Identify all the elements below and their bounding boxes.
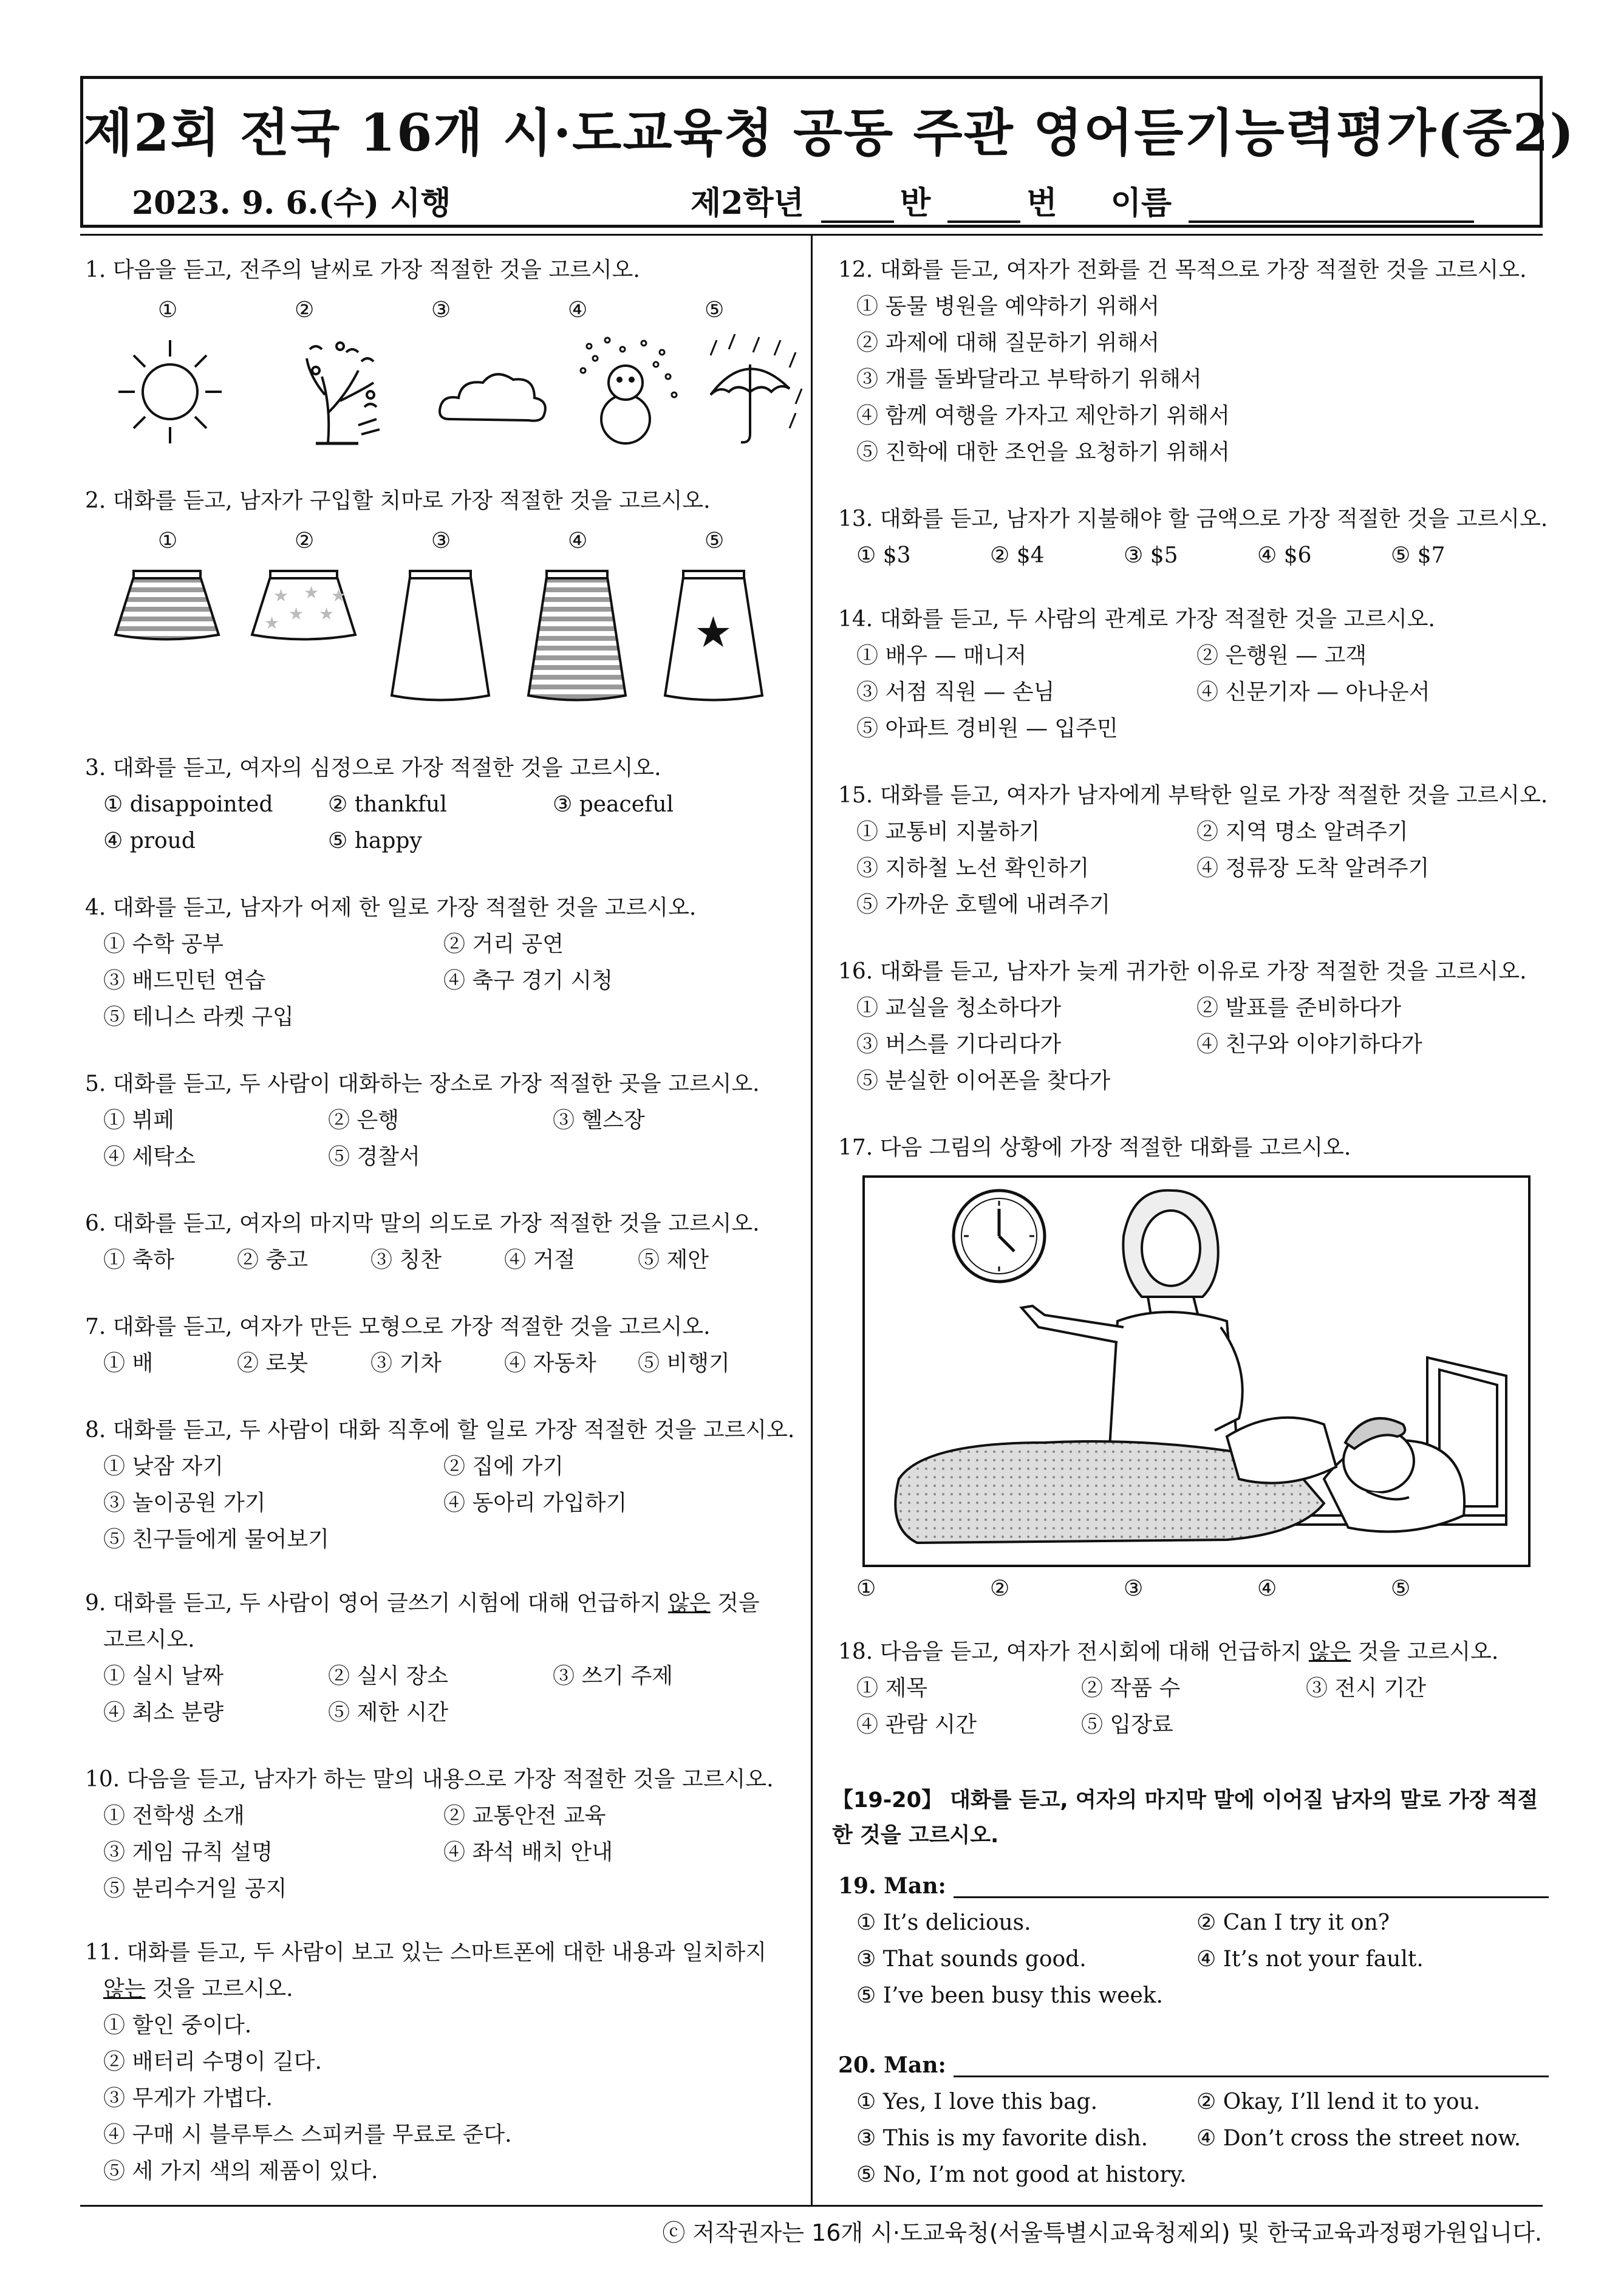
q11-text-underlined: 않는 (103, 1977, 146, 2001)
q6-option-3[interactable]: ③ 칭찬 (370, 1248, 442, 1273)
q14-option-1[interactable]: ① 배우 — 매니저 (856, 643, 1027, 668)
q9-option-4[interactable]: ④ 최소 분량 (103, 1700, 224, 1725)
q11-option-3[interactable]: ③ 무게가 가볍다. (103, 2086, 273, 2111)
bottom-rule (80, 2205, 1543, 2207)
skirt-pictures (109, 568, 808, 708)
question-17 (838, 1130, 1555, 1166)
question-20-label (838, 2047, 1555, 2084)
q6-option-5[interactable]: ⑤ 제안 (638, 1248, 709, 1273)
question-3 (85, 750, 802, 859)
pic-num-1[interactable]: ① (158, 298, 178, 323)
cloud-icon (440, 374, 545, 421)
q8-option-5[interactable]: ⑤ 친구들에게 물어보기 (103, 1527, 329, 1552)
q12-option-2[interactable]: ② 과제에 대해 질문하기 위해서 (856, 330, 1160, 355)
question-9 (85, 1585, 802, 1731)
q13-option-1[interactable]: ① $3 (856, 543, 911, 568)
q19-option-1[interactable]: ① It’s delicious. (856, 1910, 1031, 1935)
q15-option-1[interactable]: ① 교통비 지불하기 (856, 819, 1040, 844)
q6-option-2[interactable]: ② 충고 (237, 1248, 308, 1273)
umbrella-rain-icon (711, 334, 802, 442)
q9-text-underlined: 않은 (668, 1591, 711, 1616)
question-19 (838, 1868, 1555, 2014)
question-16 (838, 954, 1555, 1099)
question-11-text (85, 1971, 802, 2007)
question-3-text: 3. 대화를 듣고, 여자의 심정으로 가장 적절한 것을 고르시오. (85, 756, 661, 781)
q8-option-4[interactable]: ④ 동아리 가입하기 (443, 1491, 627, 1515)
q8-option-2[interactable]: ② 집에 가기 (443, 1454, 564, 1479)
number-blank[interactable] (947, 220, 1020, 223)
class-blank[interactable] (821, 220, 894, 223)
q9-text-b: 것을 (710, 1591, 760, 1616)
question-12-text: 12. 대화를 듣고, 여자가 전화를 건 목적으로 가장 적절한 것을 고르시오. (838, 258, 1527, 282)
q19-answer-line[interactable] (954, 1878, 1549, 1898)
q18-option-5[interactable]: ⑤ 입장료 (1081, 1712, 1173, 1737)
question-16-text: 16. 대화를 듣고, 남자가 늦게 귀가한 이유로 가장 적절한 것을 고르시오. (838, 959, 1527, 984)
q20-answer-line[interactable] (954, 2057, 1549, 2077)
q8-option-3[interactable]: ③ 놀이공원 가기 (103, 1491, 266, 1515)
q7-option-1[interactable]: ① 배 (103, 1351, 154, 1376)
pic-num-3[interactable]: ③ (431, 298, 451, 323)
q18-text-b: 것을 고르시오. (1351, 1639, 1499, 1664)
q6-option-4[interactable]: ④ 거절 (504, 1248, 575, 1273)
svg-text:★: ★ (288, 604, 304, 624)
q7-option-2[interactable]: ② 로봇 (237, 1351, 308, 1376)
question-5 (85, 1066, 802, 1175)
q5-option-4[interactable]: ④ 세탁소 (103, 1144, 196, 1169)
q18-option-2[interactable]: ② 작품 수 (1081, 1676, 1181, 1701)
question-7-text: 7. 대화를 듣고, 여자가 만든 모형으로 가장 적절한 것을 고르시오. (85, 1314, 711, 1339)
plain-long-skirt (392, 571, 489, 700)
q20-option-4[interactable]: ④ Don’t cross the street now. (1196, 2126, 1521, 2151)
striped-short-skirt (115, 571, 219, 640)
q15-option-4[interactable]: ④ 정류장 도착 알려주기 (1196, 856, 1430, 881)
q9-option-5[interactable]: ⑤ 제한 시간 (328, 1700, 448, 1725)
question-4-text: 4. 대화를 듣고, 남자가 어제 한 일로 가장 적절한 것을 고르시오. (85, 895, 697, 920)
q12-option-3[interactable]: ③ 개를 돌봐달라고 부탁하기 위해서 (856, 367, 1202, 392)
question-10 (85, 1761, 802, 1907)
question-20 (838, 2047, 1555, 2193)
question-17-options (838, 1576, 1555, 1607)
question-4 (85, 890, 802, 1036)
grade-label: 제2학년 (691, 185, 804, 222)
q9-option-2[interactable]: ② 실시 장소 (328, 1664, 448, 1689)
q15-option-5[interactable]: ⑤ 가까운 호텔에 내려주기 (856, 892, 1111, 917)
q13-option-2[interactable]: ② $4 (990, 543, 1045, 568)
q20-option-1[interactable]: ① Yes, I love this bag. (856, 2089, 1098, 2114)
question-11 (85, 1935, 802, 2190)
q19-20-instructions (832, 1783, 1549, 1853)
q11-text-a: 11. 대화를 듣고, 두 사람이 보고 있는 스마트폰에 대한 내용과 일치하지 (85, 1940, 767, 1965)
class-label: 반 (900, 185, 931, 222)
q4-option-5[interactable]: ⑤ 테니스 라켓 구입 (103, 1005, 294, 1030)
q18-option-1[interactable]: ① 제목 (856, 1676, 927, 1701)
q14-option-2[interactable]: ② 은행원 — 고객 (1196, 643, 1367, 668)
question-9-text (85, 1585, 802, 1622)
q5-option-3[interactable]: ③ 헬스장 (553, 1108, 645, 1133)
q5-option-1[interactable]: ① 뷔페 (103, 1108, 174, 1133)
pic-num-4[interactable]: ④ (568, 528, 588, 553)
q7-option-4[interactable]: ④ 자동차 (504, 1351, 596, 1376)
q13-option-5[interactable]: ⑤ $7 (1391, 543, 1445, 568)
q19-option-3[interactable]: ③ That sounds good. (856, 1947, 1087, 1972)
q16-option-2[interactable]: ② 발표를 준비하다가 (1196, 996, 1402, 1020)
question-15-text: 15. 대화를 듣고, 여자가 남자에게 부탁한 일로 가장 적절한 것을 고르시오. (838, 783, 1548, 808)
q7-option-3[interactable]: ③ 기차 (370, 1351, 442, 1376)
q14-option-3[interactable]: ③ 서점 직원 — 손님 (856, 680, 1055, 705)
svg-text:★: ★ (264, 613, 280, 633)
q11-option-2[interactable]: ② 배터리 수명이 길다. (103, 2049, 322, 2074)
q4-option-2[interactable]: ② 거리 공연 (443, 932, 564, 957)
pic-num-3[interactable]: ③ (431, 528, 451, 553)
pic-num-1[interactable]: ① (158, 528, 178, 553)
q3-option-2[interactable]: ② thankful (328, 792, 447, 817)
question-6 (85, 1206, 802, 1279)
q8-option-1[interactable]: ① 낮잠 자기 (103, 1454, 224, 1479)
pic-num-4[interactable]: ④ (568, 298, 588, 323)
q10-option-3[interactable]: ③ 게임 규칙 설명 (103, 1840, 273, 1865)
q5-option-5[interactable]: ⑤ 경찰서 (328, 1144, 420, 1169)
question-5-text: 5. 대화를 듣고, 두 사람이 대화하는 장소로 가장 적절한 곳을 고르시오. (85, 1071, 760, 1096)
question-7 (85, 1309, 802, 1382)
q17-option-4[interactable]: ④ (1257, 1576, 1277, 1601)
pic-num-2[interactable]: ② (295, 528, 315, 553)
question-18-text (838, 1634, 1555, 1670)
q5-option-2[interactable]: ② 은행 (328, 1108, 399, 1133)
windy-tree-icon (307, 343, 380, 443)
name-blank[interactable] (1189, 220, 1474, 223)
q20-option-3[interactable]: ③ This is my favorite dish. (856, 2126, 1148, 2151)
question-12 (838, 252, 1555, 471)
q11-text-b: 것을 고르시오. (145, 1977, 293, 2001)
q17-option-3[interactable]: ③ (1124, 1576, 1144, 1601)
q20-option-5[interactable]: ⑤ No, I’m not good at history. (856, 2162, 1187, 2187)
q20-option-2[interactable]: ② Okay, I’ll lend it to you. (1196, 2089, 1481, 2114)
sun-icon (118, 340, 222, 443)
q10-option-4[interactable]: ④ 좌석 배치 안내 (443, 1840, 613, 1865)
snowman-icon (581, 338, 677, 443)
svg-text:★: ★ (273, 586, 289, 606)
question-6-text: 6. 대화를 듣고, 여자의 마지막 말의 의도로 가장 적절한 것을 고르시오. (85, 1211, 760, 1236)
q4-option-3[interactable]: ③ 배드민턴 연습 (103, 968, 266, 993)
svg-text:★: ★ (319, 604, 335, 624)
q16-option-5[interactable]: ⑤ 분실한 이어폰을 찾다가 (856, 1068, 1111, 1093)
column-divider (811, 234, 813, 2205)
exam-date: 2023. 9. 6.(수) 시행 (132, 185, 451, 222)
question-19-label (838, 1868, 1555, 1905)
q9-option-1[interactable]: ① 실시 날짜 (103, 1664, 224, 1689)
question-10-text: 10. 다음을 듣고, 남자가 하는 말의 내용으로 가장 적절한 것을 고르시오. (85, 1767, 774, 1792)
q4-option-1[interactable]: ① 수학 공부 (103, 932, 224, 957)
q9-option-3[interactable]: ③ 쓰기 주제 (553, 1664, 673, 1689)
svg-text:★: ★ (694, 607, 732, 657)
exam-title: 제2회 전국 16개 시·도교육청 공동 주관 영어듣기능력평가(중2) (83, 103, 1575, 163)
q13-option-3[interactable]: ③ $5 (1124, 543, 1178, 568)
q11-option-5[interactable]: ⑤ 세 가지 색의 제품이 있다. (103, 2159, 378, 2184)
q17-option-2[interactable]: ② (990, 1576, 1010, 1601)
exam-header (80, 76, 1575, 228)
question-18 (838, 1634, 1555, 1743)
copyright-footer: ⓒ 저작권자는 16개 시·도교육청(서울특별시교육청제외) 및 한국교육과정평가원입니다. (662, 2219, 1542, 2246)
q10-option-5[interactable]: ⑤ 분리수거일 공지 (103, 1876, 287, 1901)
q12-option-4[interactable]: ④ 함께 여행을 가자고 제안하기 위해서 (856, 403, 1230, 428)
q10-option-1[interactable]: ① 전학생 소개 (103, 1803, 245, 1828)
question-14 (838, 601, 1555, 747)
q11-option-1[interactable]: ① 할인 중이다. (103, 2013, 252, 2038)
pic-num-5[interactable]: ⑤ (705, 298, 725, 323)
question-13 (838, 501, 1555, 574)
q9-text-c: 고르시오. (103, 1627, 195, 1652)
star-pattern-skirt (252, 571, 355, 640)
q19-20-header: 【19-20】 대화를 듣고, 여자의 마지막 말에 이어질 남자의 말로 가장 적절한 것을 고르시오. (832, 1788, 1538, 1848)
clock-icon (954, 1191, 1045, 1282)
number-label: 번 (1026, 185, 1057, 222)
q17-option-1[interactable]: ① (856, 1576, 876, 1601)
q18-option-4[interactable]: ④ 관람 시간 (856, 1712, 977, 1737)
q16-option-1[interactable]: ① 교실을 청소하다가 (856, 996, 1062, 1020)
q18-option-3[interactable]: ③ 전시 기간 (1306, 1676, 1426, 1701)
question-8-text: 8. 대화를 듣고, 두 사람이 대화 직후에 할 일로 가장 적절한 것을 고르시오. (85, 1418, 795, 1443)
question-1-text: 1. 다음을 듣고, 전주의 날씨로 가장 적절한 것을 고르시오. (85, 258, 640, 282)
q12-option-5[interactable]: ⑤ 진학에 대한 조언을 요청하기 위해서 (856, 440, 1230, 465)
pic-num-5[interactable]: ⑤ (705, 528, 725, 553)
bedroom-illustration (862, 1175, 1531, 1567)
question-15 (838, 777, 1555, 923)
q16-option-3[interactable]: ③ 버스를 기다리다가 (856, 1032, 1062, 1057)
q3-option-1[interactable]: ① disappointed (103, 792, 273, 817)
q19-label: 19. Man: (838, 1873, 946, 1899)
q7-option-5[interactable]: ⑤ 비행기 (638, 1351, 730, 1376)
q19-option-5[interactable]: ⑤ I’ve been busy this week. (856, 1983, 1164, 2008)
question-2 (85, 483, 711, 519)
q12-option-1[interactable]: ① 동물 병원을 예약하기 위해서 (856, 294, 1160, 319)
q14-option-4[interactable]: ④ 신문기자 — 아나운서 (1196, 680, 1430, 705)
q3-option-5[interactable]: ⑤ happy (328, 829, 422, 853)
q14-option-5[interactable]: ⑤ 아파트 경비원 — 입주민 (856, 716, 1118, 741)
question-14-text: 14. 대화를 듣고, 두 사람의 관계로 가장 적절한 것을 고르시오. (838, 607, 1435, 632)
q19-option-2[interactable]: ② Can I try it on? (1196, 1910, 1390, 1935)
question-8 (85, 1412, 802, 1558)
q3-option-4[interactable]: ④ proud (103, 829, 196, 853)
q18-text-a: 18. 다음을 듣고, 여자가 전시회에 대해 언급하지 (838, 1639, 1309, 1664)
q20-label: 20. Man: (838, 2052, 946, 2078)
svg-text:★: ★ (331, 586, 347, 606)
q19-option-4[interactable]: ④ It’s not your fault. (1196, 1947, 1424, 1972)
name-label: 이름 (1110, 185, 1172, 222)
question-1 (85, 252, 640, 289)
q4-option-4[interactable]: ④ 축구 경기 시청 (443, 968, 613, 993)
q10-option-2[interactable]: ② 교통안전 교육 (443, 1803, 606, 1828)
question-17-text: 17. 다음 그림의 상황에 가장 적절한 대화를 고르시오. (838, 1135, 1351, 1160)
q16-option-4[interactable]: ④ 친구와 이야기하다가 (1196, 1032, 1422, 1057)
question-13-text: 13. 대화를 듣고, 남자가 지불해야 할 금액으로 가장 적절한 것을 고르시오. (838, 507, 1548, 531)
question-2-numbers (85, 528, 802, 559)
q15-option-2[interactable]: ② 지역 명소 알려주기 (1196, 819, 1408, 844)
q9-text-a: 9. 대화를 듣고, 두 사람이 영어 글쓰기 시험에 대해 언급하지 (85, 1591, 669, 1616)
q17-option-5[interactable]: ⑤ (1391, 1576, 1411, 1601)
q13-option-4[interactable]: ④ $6 (1257, 543, 1312, 568)
question-1-numbers (85, 298, 802, 328)
weather-pictures (115, 334, 814, 449)
pic-num-2[interactable]: ② (295, 298, 315, 323)
q3-option-3[interactable]: ③ peaceful (553, 792, 674, 817)
q15-option-3[interactable]: ③ 지하철 노선 확인하기 (856, 856, 1090, 881)
q11-option-4[interactable]: ④ 구매 시 블루투스 스피커를 무료로 준다. (103, 2122, 512, 2147)
student-info (691, 177, 1480, 223)
star-skirt (665, 571, 762, 700)
q18-text-underlined: 않은 (1308, 1639, 1351, 1664)
q6-option-1[interactable]: ① 축하 (103, 1248, 174, 1273)
striped-long-skirt (528, 571, 626, 700)
svg-text:★: ★ (304, 583, 319, 603)
question-2-text: 2. 대화를 듣고, 남자가 구입할 치마로 가장 적절한 것을 고르시오. (85, 488, 711, 513)
